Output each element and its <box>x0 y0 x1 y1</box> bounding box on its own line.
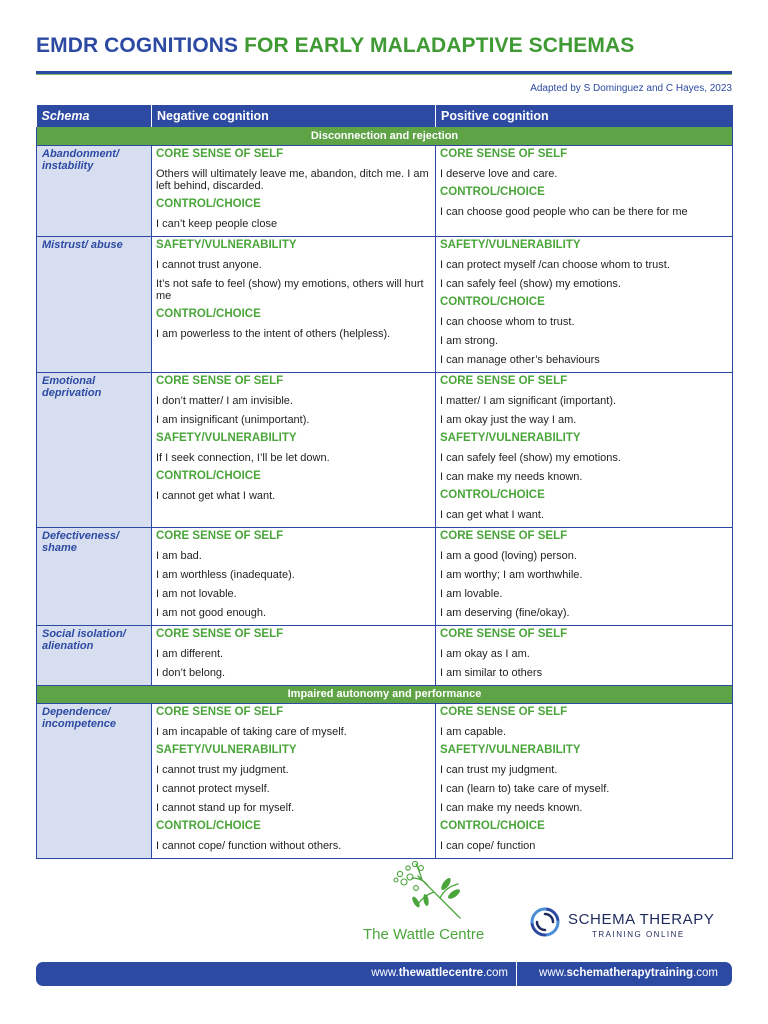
category-heading: SAFETY/VULNERABILITY <box>440 431 581 444</box>
schema-name: Emotional deprivation <box>37 372 152 527</box>
footer-link-schema-suffix: .com <box>693 967 718 979</box>
negative-cognition-cell <box>152 527 436 625</box>
category-heading: CONTROL/CHOICE <box>156 819 261 832</box>
negative-cognition: I can’t keep people close <box>156 217 278 230</box>
header-schema: Schema <box>37 105 152 127</box>
category-heading: CONTROL/CHOICE <box>156 469 261 482</box>
table-row <box>37 236 733 372</box>
title-rule-green <box>36 74 732 75</box>
category-heading: SAFETY/VULNERABILITY <box>440 743 581 756</box>
schema-name: Defectiveness/ shame <box>37 527 152 625</box>
negative-cognition: I am worthless (inadequate). <box>156 568 295 581</box>
category-heading: SAFETY/VULNERABILITY <box>156 431 297 444</box>
negative-cognition: It’s not safe to feel (show) my emotions, others will hurt me <box>156 277 424 302</box>
page-title <box>36 34 634 58</box>
category-heading: CORE SENSE OF SELF <box>156 147 284 160</box>
table-row <box>37 145 733 236</box>
footer-link-schema-prefix: www. <box>539 967 567 979</box>
schema-name: Abandonment/ instability <box>37 145 152 236</box>
credit-line: Adapted by S Dominguez and C Hayes, 2023 <box>530 83 732 94</box>
header-negative: Negative cognition <box>152 105 436 127</box>
positive-cognition-cell <box>436 527 733 625</box>
table-row <box>37 625 733 685</box>
category-heading: CONTROL/CHOICE <box>156 307 261 320</box>
table-row <box>37 703 733 858</box>
positive-cognition-cell <box>436 145 733 236</box>
positive-cognition: I matter/ I am significant (important). <box>440 394 617 407</box>
positive-cognition-cell <box>436 236 733 372</box>
positive-cognition: I can make my needs known. <box>440 470 583 483</box>
footer-link-schema[interactable] <box>539 967 718 979</box>
negative-cognition: I don’t belong. <box>156 666 226 679</box>
section-title: Impaired autonomy and performance <box>37 685 733 703</box>
schema-name: Mistrust/ abuse <box>37 236 152 372</box>
positive-cognition: I can make my needs known. <box>440 801 583 814</box>
negative-cognition-cell <box>152 145 436 236</box>
positive-cognition-cell <box>436 625 733 685</box>
positive-cognition-cell <box>436 372 733 527</box>
positive-cognition: I am worthy; I am worthwhile. <box>440 568 583 581</box>
category-heading: SAFETY/VULNERABILITY <box>156 743 297 756</box>
category-heading: SAFETY/VULNERABILITY <box>440 238 581 251</box>
schema-therapy-name: SCHEMA THERAPY <box>568 911 715 928</box>
schema-name: Dependence/ incompetence <box>37 703 152 858</box>
footer-bar <box>36 962 732 986</box>
positive-cognition: I can trust my judgment. <box>440 763 558 776</box>
negative-cognition: Others will ultimately leave me, abandon, ditch me. I am left behind, discarded. <box>156 167 429 192</box>
positive-cognition: I can (learn to) take care of myself. <box>440 782 610 795</box>
category-heading: CONTROL/CHOICE <box>156 197 261 210</box>
category-heading: CONTROL/CHOICE <box>440 295 545 308</box>
wattle-branch-icon <box>388 860 468 922</box>
footer-link-wattle-suffix: .com <box>483 967 508 979</box>
category-heading: SAFETY/VULNERABILITY <box>156 238 297 251</box>
positive-cognition: I can choose good people who can be there for me <box>440 205 688 218</box>
schema-name: Social isolation/ alienation <box>37 625 152 685</box>
wattle-centre-logo <box>358 860 518 950</box>
negative-cognition-cell <box>152 703 436 858</box>
section-row <box>37 127 733 145</box>
section-row <box>37 685 733 703</box>
page-title-part1: EMDR COGNITIONS <box>36 34 239 57</box>
table-header-row <box>37 105 733 127</box>
positive-cognition: I can cope/ function <box>440 839 536 852</box>
category-heading: CORE SENSE OF SELF <box>156 627 284 640</box>
footer-link-schema-domain: schematherapytraining <box>566 967 694 979</box>
negative-cognition: I am incapable of taking care of myself. <box>156 725 347 738</box>
schema-therapy-subtitle: TRAINING ONLINE <box>592 930 685 939</box>
positive-cognition: I am similar to others <box>440 666 543 679</box>
negative-cognition-cell <box>152 372 436 527</box>
category-heading: CORE SENSE OF SELF <box>440 529 568 542</box>
positive-cognition: I am strong. <box>440 334 499 347</box>
negative-cognition: I am insignificant (unimportant). <box>156 413 310 426</box>
footer-link-wattle[interactable] <box>371 967 508 979</box>
negative-cognition: I am not lovable. <box>156 587 237 600</box>
positive-cognition: I am capable. <box>440 725 507 738</box>
footer-link-wattle-prefix: www. <box>371 967 399 979</box>
category-heading: CORE SENSE OF SELF <box>156 374 284 387</box>
negative-cognition: I cannot get what I want. <box>156 489 276 502</box>
header-positive: Positive cognition <box>436 105 733 127</box>
category-heading: CONTROL/CHOICE <box>440 185 545 198</box>
positive-cognition: I can manage other’s behaviours <box>440 353 600 366</box>
negative-cognition: I am different. <box>156 647 224 660</box>
negative-cognition: I cannot trust anyone. <box>156 258 262 271</box>
positive-cognition: I can choose whom to trust. <box>440 315 575 328</box>
negative-cognition: If I seek connection, I’ll be let down. <box>156 451 330 464</box>
category-heading: CORE SENSE OF SELF <box>156 705 284 718</box>
positive-cognition: I deserve love and care. <box>440 167 558 180</box>
category-heading: CONTROL/CHOICE <box>440 488 545 501</box>
cognitions-table <box>36 105 733 859</box>
negative-cognition: I cannot trust my judgment. <box>156 763 289 776</box>
table-body <box>37 127 733 858</box>
negative-cognition: I cannot cope/ function without others. <box>156 839 342 852</box>
negative-cognition: I am powerless to the intent of others (helpless). <box>156 327 391 340</box>
negative-cognition: I cannot stand up for myself. <box>156 801 295 814</box>
table-row <box>37 372 733 527</box>
positive-cognition: I am deserving (fine/okay). <box>440 606 570 619</box>
positive-cognition: I am lovable. <box>440 587 503 600</box>
positive-cognition: I am a good (loving) person. <box>440 549 577 562</box>
negative-cognition: I cannot protect myself. <box>156 782 270 795</box>
wattle-centre-name: The Wattle Centre <box>363 926 485 943</box>
negative-cognition-cell <box>152 625 436 685</box>
table-row <box>37 527 733 625</box>
category-heading: CONTROL/CHOICE <box>440 819 545 832</box>
page-title-part2: FOR EARLY MALADAPTIVE SCHEMAS <box>244 34 635 57</box>
category-heading: CORE SENSE OF SELF <box>440 705 568 718</box>
footer-divider <box>516 962 517 986</box>
category-heading: CORE SENSE OF SELF <box>440 374 568 387</box>
section-title: Disconnection and rejection <box>37 127 733 145</box>
positive-cognition: I can get what I want. <box>440 508 544 521</box>
schema-therapy-logo <box>528 905 728 945</box>
negative-cognition-cell <box>152 236 436 372</box>
positive-cognition: I can protect myself /can choose whom to trust. <box>440 258 670 271</box>
positive-cognition-cell <box>436 703 733 858</box>
category-heading: CORE SENSE OF SELF <box>156 529 284 542</box>
footer-link-wattle-domain: thewattlecentre <box>398 967 484 979</box>
negative-cognition: I don’t matter/ I am invisible. <box>156 394 293 407</box>
category-heading: CORE SENSE OF SELF <box>440 147 568 160</box>
negative-cognition: I am not good enough. <box>156 606 267 619</box>
positive-cognition: I can safely feel (show) my emotions. <box>440 451 621 464</box>
schema-swirl-icon <box>528 905 562 939</box>
positive-cognition: I am okay as I am. <box>440 647 530 660</box>
positive-cognition: I am okay just the way I am. <box>440 413 577 426</box>
positive-cognition: I can safely feel (show) my emotions. <box>440 277 621 290</box>
negative-cognition: I am bad. <box>156 549 202 562</box>
category-heading: CORE SENSE OF SELF <box>440 627 568 640</box>
